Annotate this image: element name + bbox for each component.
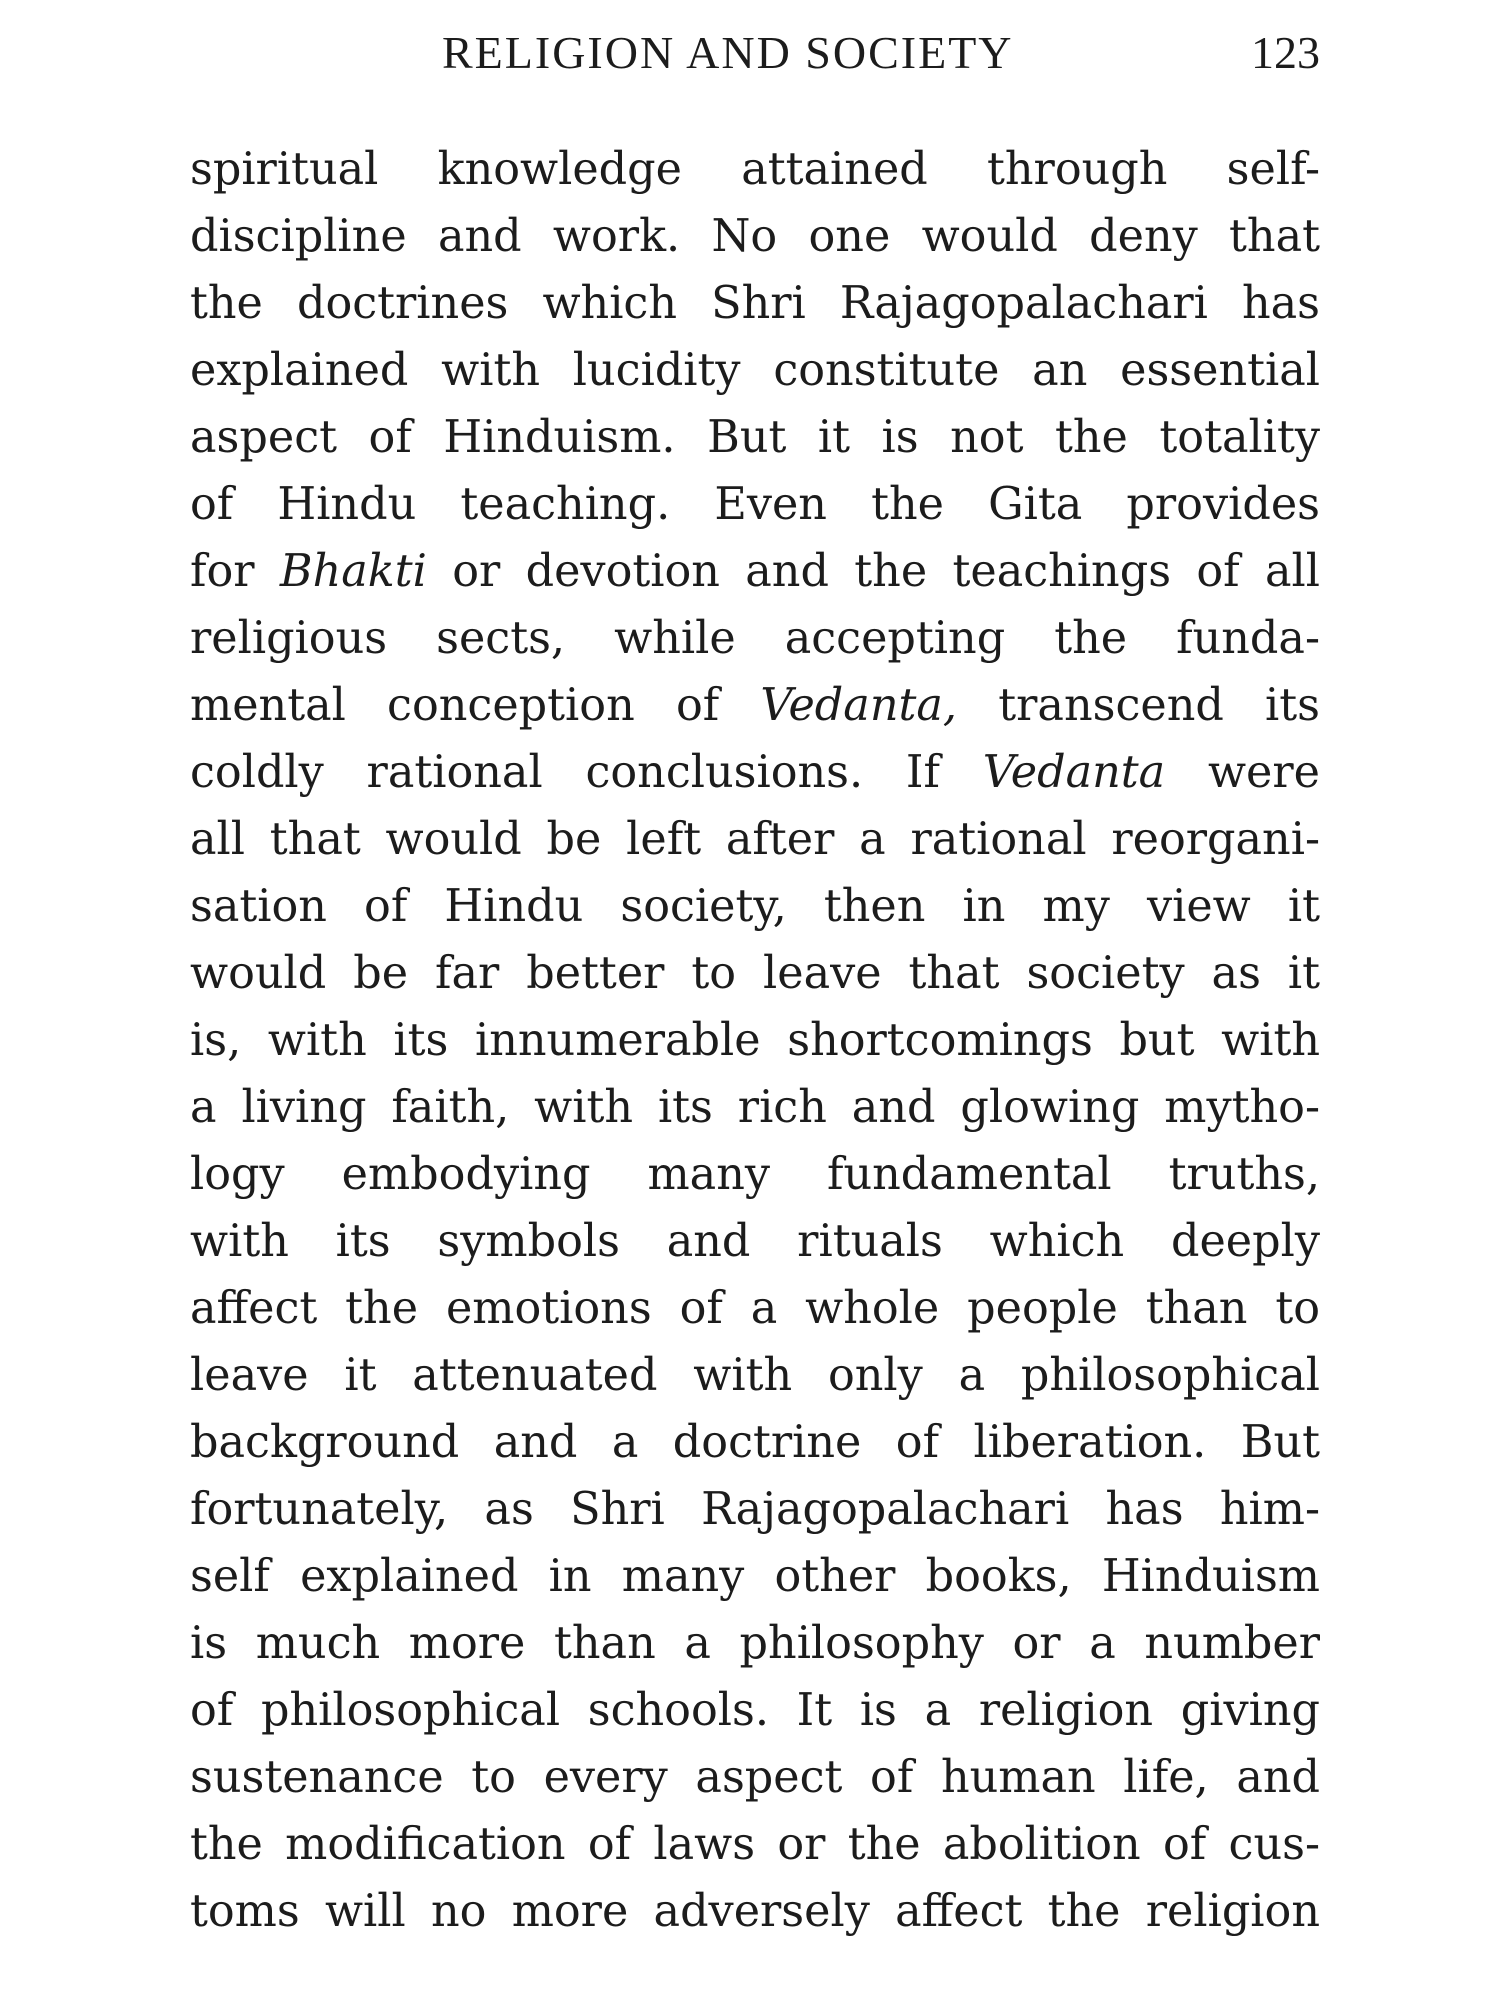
text-line — [190, 739, 1320, 806]
text-segment: is much more than a philosophy or a number — [190, 1618, 1320, 1669]
text-line — [190, 1811, 1320, 1878]
text-line — [190, 605, 1320, 672]
text-line — [190, 1878, 1320, 1945]
page-number: 123 — [1251, 27, 1320, 78]
text-segment: were — [1165, 747, 1320, 798]
text-line — [190, 136, 1320, 203]
text-segment: coldly rational conclusions. If — [190, 747, 983, 798]
text-line — [190, 806, 1320, 873]
text-segment: a living faith, with its rich and glowing mytho- — [190, 1082, 1320, 1133]
text-line — [190, 873, 1320, 940]
text-segment: of philosophical schools. It is a religion giving — [190, 1685, 1320, 1736]
text-segment: fortunately, as Shri Rajagopalachari has him- — [190, 1484, 1320, 1535]
text-line — [190, 1409, 1320, 1476]
text-line — [190, 672, 1320, 739]
text-line — [190, 404, 1320, 471]
body-text — [190, 136, 1320, 1945]
text-line — [190, 1610, 1320, 1677]
text-segment: background and a doctrine of liberation. But — [190, 1417, 1320, 1468]
text-line — [190, 471, 1320, 538]
text-segment: the modification of laws or the abolition of cus- — [190, 1819, 1320, 1870]
italic-term: Vedanta — [982, 747, 1166, 798]
italic-term: Bhakti — [279, 546, 427, 597]
text-segment: self explained in many other books, Hinduism — [190, 1551, 1320, 1602]
text-segment: sustenance to every aspect of human life, and — [190, 1752, 1320, 1803]
text-segment: of Hindu teaching. Even the Gita provides — [190, 479, 1320, 530]
text-line — [190, 1141, 1320, 1208]
text-line — [190, 270, 1320, 337]
text-line — [190, 1342, 1320, 1409]
text-segment: spiritual knowledge attained through self- — [190, 144, 1320, 195]
running-title: RELIGION AND SOCIETY — [442, 27, 1014, 78]
text-line — [190, 337, 1320, 404]
text-line — [190, 1476, 1320, 1543]
text-line — [190, 1275, 1320, 1342]
text-segment: discipline and work. No one would deny that — [190, 211, 1320, 262]
text-segment: would be far better to leave that society as it — [190, 948, 1320, 999]
text-segment: toms will no more adversely affect the religion — [190, 1886, 1320, 1937]
text-segment: mental conception of — [190, 680, 761, 731]
text-segment: the doctrines which Shri Rajagopalachari has — [190, 278, 1320, 329]
text-segment: with its symbols and rituals which deeply — [190, 1216, 1320, 1267]
text-line — [190, 203, 1320, 270]
text-segment: aspect of Hinduism. But it is not the totality — [190, 412, 1320, 463]
text-segment: logy embodying many fundamental truths, — [190, 1149, 1320, 1200]
text-line — [190, 1007, 1320, 1074]
text-line — [190, 1543, 1320, 1610]
text-segment: leave it attenuated with only a philosophical — [190, 1350, 1320, 1401]
text-line — [190, 538, 1320, 605]
text-line — [190, 1677, 1320, 1744]
text-line — [190, 1744, 1320, 1811]
text-segment: or devotion and the teachings of all — [426, 546, 1320, 597]
text-line — [190, 940, 1320, 1007]
running-head — [190, 18, 1320, 88]
text-segment: religious sects, while accepting the funda- — [190, 613, 1320, 664]
text-line — [190, 1074, 1320, 1141]
text-segment: transcend its — [957, 680, 1320, 731]
text-segment: all that would be left after a rational reorgani- — [190, 814, 1320, 865]
text-segment: sation of Hindu society, then in my view it — [190, 881, 1320, 932]
text-segment: explained with lucidity constitute an essential — [190, 345, 1320, 396]
text-segment: affect the emotions of a whole people than to — [190, 1283, 1320, 1334]
text-line — [190, 1208, 1320, 1275]
italic-term: Vedanta, — [760, 680, 958, 731]
text-segment: is, with its innumerable shortcomings but with — [190, 1015, 1320, 1066]
text-segment: for — [190, 546, 280, 597]
